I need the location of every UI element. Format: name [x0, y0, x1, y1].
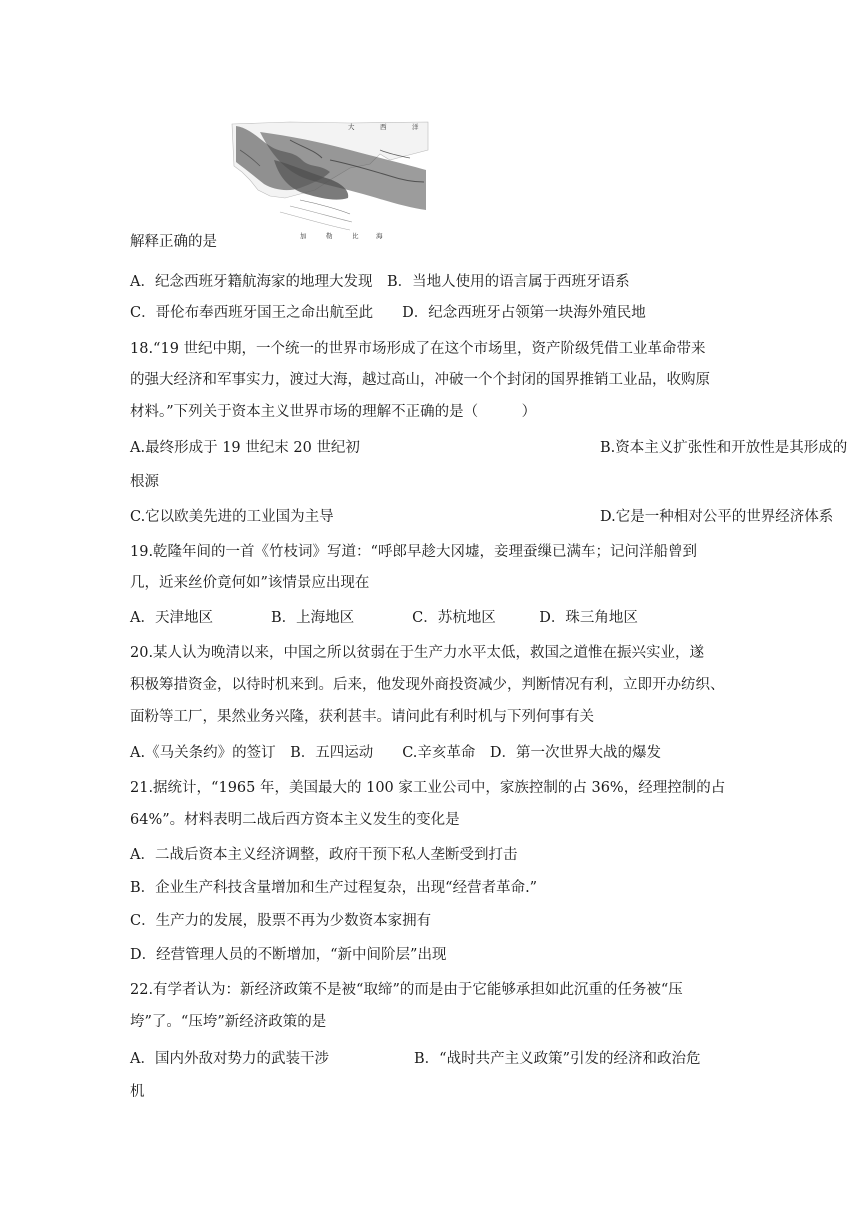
q19-options: A．天津地区 B．上海地区 C．苏杭地区 D．珠三角地区: [130, 610, 638, 626]
map-label-sea-3: 比: [352, 232, 359, 240]
q22-options-row-1: [130, 1049, 701, 1069]
q18-stem-line-2: 的强大经济和军事实力，渡过大海，越过高山，冲破一个个封闭的国界推销工业品，收购原: [130, 372, 710, 388]
map-illustration: [230, 120, 430, 245]
q17-option-a: A．纪念西班牙籍航海家的地理大发现: [130, 274, 373, 290]
q21-option-a: A．二战后资本主义经济调整，政府干预下私人垄断受到打击: [130, 847, 518, 863]
q19-stem-line-2: 几，近来丝价竟何如”该情景应出现在: [130, 575, 370, 591]
q18-stem-line-1: 18.“19 世纪中期，一个统一的世界市场形成了在这个市场里，资产阶级凭借工业革命带来: [130, 341, 706, 357]
q18-options-row-1: [130, 438, 848, 458]
map-label-ocean-3: 洋: [412, 123, 419, 131]
q22-option-b: B．“战时共产主义政策”引发的经济和政治危: [414, 1051, 701, 1067]
q20-options: A.《马关条约》的签订 B．五四运动 C.辛亥革命 D．第一次世界大战的爆发: [130, 745, 662, 761]
q18-option-b-continued: 根源: [130, 474, 159, 490]
map-label-sea-1: 加: [300, 232, 307, 240]
q21-stem-line-1: 21.据统计，“1965 年，美国最大的 100 家工业公司中，家族控制的占 36%，经理控制的占: [130, 780, 726, 796]
q20-stem-line-3: 面粉等工厂，果然业务兴隆，获利甚丰。请问此有利时机与下列何事有关: [130, 709, 594, 725]
q22-stem-line-1: 22.有学者认为：新经济政策不是被“取缔”的而是由于它能够承担如此沉重的任务被“压: [130, 982, 683, 998]
caribbean-map-image: [230, 120, 430, 245]
map-label-sea-4: 海: [376, 232, 383, 240]
q17-options-row-1: [130, 272, 630, 292]
q21-option-d: D．经营管理人员的不断增加，“新中间阶层”出现: [130, 947, 447, 963]
q18-option-c: C.它以欧美先进的工业国为主导: [130, 509, 334, 525]
q17-options-row-2: [130, 303, 646, 323]
q18-options-row-2: [130, 507, 834, 527]
q18-stem-line-3: 材料。”下列关于资本主义世界市场的理解不正确的是（ ）: [130, 404, 537, 420]
q18-option-d: D.它是一种相对公平的世界经济体系: [600, 509, 834, 525]
q17-option-b: B．当地人使用的语言属于西班牙语系: [386, 274, 630, 290]
q22-option-a: A．国内外敌对势力的武装干涉: [130, 1051, 329, 1067]
q21-stem-line-2: 64%”。材料表明二战后西方资本主义发生的变化是: [130, 812, 460, 828]
q17-option-c: C．哥伦布奉西班牙国王之命出航至此: [130, 305, 374, 321]
map-label-ocean-2: 西: [380, 123, 387, 131]
map-label-ocean-1: 大: [348, 123, 355, 131]
q17-stem-tail: 解释正确的是: [130, 234, 217, 250]
q18-option-a: A.最终形成于 19 世纪末 20 世纪初: [130, 440, 360, 456]
q17-option-d: D．纪念西班牙占领第一块海外殖民地: [402, 305, 646, 321]
q19-stem-line-1: 19.乾隆年间的一首《竹枝词》写道：“呼郎早趁大冈墟，妾理蚕缫已满车；记问洋船曾到: [130, 544, 697, 560]
q20-stem-line-2: 积极筹措资金，以待时机来到。后来，他发现外商投资减少，判断情况有利，立即开办纺织、: [130, 677, 725, 693]
q20-stem-line-1: 20.某人认为晚清以来，中国之所以贫弱在于生产力水平太低，救国之道惟在振兴实业，遂: [130, 645, 705, 661]
q18-option-b: B.资本主义扩张性和开放性是其形成的: [600, 440, 848, 456]
map-label-sea-2: 勒: [326, 232, 333, 240]
q22-stem-line-2: 垮”了。“压垮”新经济政策的是: [130, 1014, 327, 1030]
q21-option-b: B．企业生产科技含量增加和生产过程复杂，出现“经营者革命.”: [130, 880, 538, 896]
q21-option-c: C．生产力的发展，股票不再为少数资本家拥有: [130, 913, 432, 929]
q22-option-b-continued: 机: [130, 1084, 145, 1100]
